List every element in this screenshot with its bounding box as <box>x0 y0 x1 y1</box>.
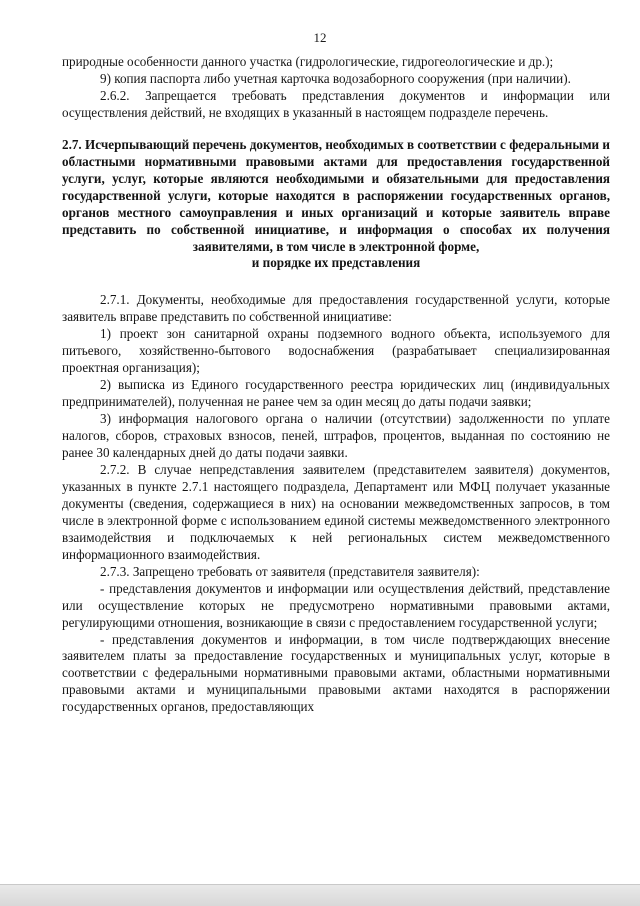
intro-paragraph-2: 9) копия паспорта либо учетная карточка водозаборного сооружения (при наличии). <box>100 70 571 86</box>
section-heading: 2.7. Исчерпывающий перечень документов, необходимых в соответствии с федеральными и областными нормативными правовыми актами для предоставления государственной услуги, услуг, которые являются необходимыми и обязательными для предоставления государственной услуги, которые находятся в распоряжении государственных органов, органов местного самоуправления и иных организаций и которые заявитель вправе представить по собственной инициативе, и информация о способах их получения заявителями, в том числе в электронной форме, <box>62 136 610 254</box>
dash-item-2: - представления документов и информации, в том числе подтверждающих внесение заявителем платы за предоставление государственных и муниципальных услуг, которые в соответствии с федеральными нормативными правовыми актами, областными нормативными правовыми актами и муниципальными правовыми актами находятся в распоряжении государственных органов, предоставляющих <box>62 631 610 715</box>
list-item-1: 1) проект зон санитарной охраны подземного водного объекта, используемого для питьевого, хозяйственно-бытового водоснабжения (разрабатывает специализированная проектная организация); <box>62 326 610 376</box>
paragraph-2-7-1: 2.7.1. Документы, необходимые для предоставления государственной услуги, которые заявитель вправе представить по собственной инициативе: <box>62 292 610 325</box>
document-body <box>62 54 610 716</box>
intro-paragraph-1: природные особенности данного участка (гидрологические, гидрогеологические и др.); <box>62 54 554 69</box>
spacer <box>62 122 610 137</box>
page-number: 12 <box>313 30 327 45</box>
section-heading-last-line: и порядке их представления <box>251 255 421 271</box>
spacer <box>62 272 610 292</box>
intro-paragraph-3: 2.6.2. Запрещается требовать представления документов и информации или осуществления действий, не входящих в указанный в настоящем подразделе перечень. <box>62 87 610 120</box>
paragraph-2-7-2: 2.7.2. В случае непредставления заявителем (представителем заявителя) документов, указанных в пункте 2.7.1 настоящего подраздела, Департамент или МФЦ получает указанные документы (сведения, содержащиеся в них) на основании межведомственных запросов, в том числе в электронной форме с использованием единой системы межведомственного электронного взаимодействия и подключаемых к ней региональных систем межведомственного информационного взаимодействия. <box>62 461 610 562</box>
dash-item-1: - представления документов и информации или осуществления действий, представление или осуществление которых не предусмотрено нормативными правовыми актами, регулирующими отношения, возникающие в связи с предоставлением государственной услуги; <box>62 580 610 630</box>
page-bottom-edge <box>0 884 640 906</box>
paragraph-2-7-3: 2.7.3. Запрещено требовать от заявителя (представителя заявителя): <box>100 563 480 579</box>
list-item-3: 3) информация налогового органа о наличии (отсутствии) задолженности по уплате налогов, сборов, страховых взносов, пеней, штрафов, процентов, выданная по состоянию не ранее 30 календарных дней до даты подачи заявки. <box>62 411 610 461</box>
list-item-2: 2) выписка из Единого государственного реестра юридических лиц (индивидуальных предпринимателей), полученная не ранее чем за один месяц до даты подачи заявки; <box>62 377 610 410</box>
